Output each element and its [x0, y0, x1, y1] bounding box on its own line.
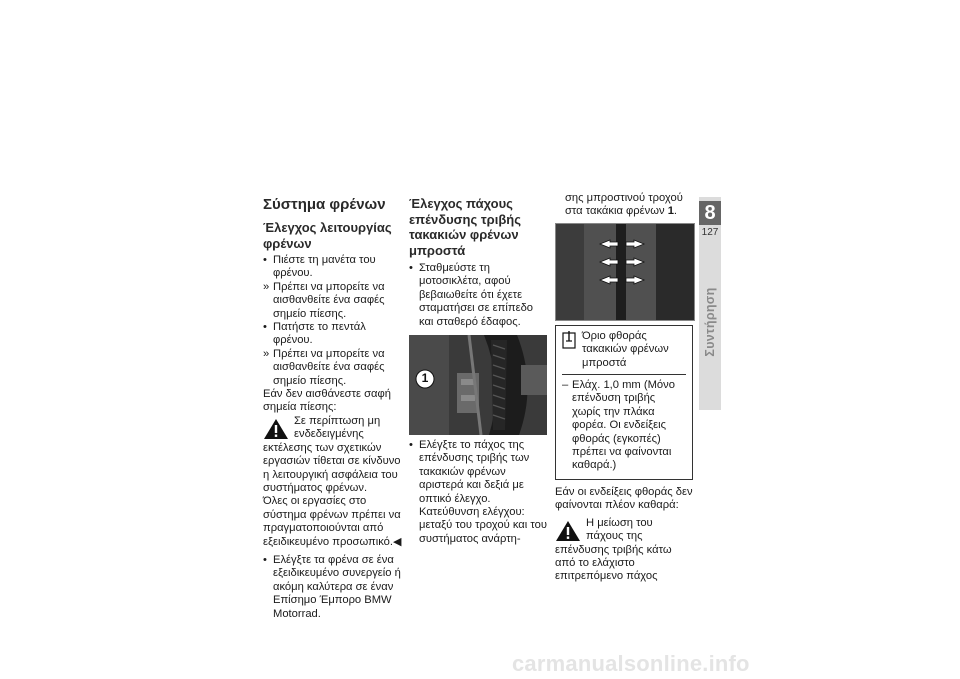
brake-pad-photo	[555, 223, 695, 321]
callout-label: 1	[421, 371, 429, 386]
page-number: 127	[701, 227, 719, 238]
spec-value: – Ελάχ. 1,0 mm (Μόνο επένδυση τριβής χωρίς την πλάκα φορέα. Οι ενδείξεις φθοράς (εγκοπές) πρέπει να φαίνονται καθαρά.)	[562, 379, 675, 472]
list-item: • Ελέγξτε το πάχος της επένδυσης τριβής των τακακιών φρένων αριστερά και δεξιά με οπτικό έλεγχο. Κατεύθυνση ελέγχου: μεταξύ του τροχού και του συστήματος ανάρτη-	[409, 439, 547, 545]
chapter-tab	[699, 197, 721, 410]
warning-icon	[555, 520, 581, 542]
warning-block	[263, 415, 403, 495]
spec-header	[562, 330, 686, 375]
wear-limit-box	[555, 325, 693, 480]
subsection-title: Έλεγχος λειτουργίας φρένων	[263, 220, 392, 251]
middle-column	[409, 196, 549, 546]
section-label: Συντήρηση	[703, 287, 717, 357]
brake-photo	[409, 335, 547, 435]
watermark: carmanualsonline.info	[512, 651, 750, 676]
wrench-spec-icon	[562, 331, 576, 349]
list-item: • Ελέγξτε τα φρένα σε ένα εξειδικευμένο συνεργείο ή ακόμη καλύτερα σε έναν Επίσημο Έμπορο BMW Motorrad.	[263, 553, 401, 620]
section-title: Έλεγχος πάχους επένδυσης τριβής τακακιών φρένων μπροστά	[409, 196, 521, 258]
paragraph: Εάν οι ενδείξεις φθοράς δεν φαίνονται πλέον καθαρά:	[555, 485, 693, 512]
warning-text: Η μείωση του πάχους της επένδυσης τριβής κάτω από το ελάχιστο επιτρεπόμενο πάχος	[555, 516, 672, 583]
section-title: Σύστημα φρένων	[263, 196, 386, 213]
chapter-number: 8	[699, 201, 721, 225]
paragraph: Εάν δεν αισθάνεστε σαφή σημεία πίεσης:	[263, 388, 391, 414]
paragraph: σης μπροστινού τροχού στα τακάκια φρένων 1.	[565, 192, 683, 218]
brake-pad-image	[556, 224, 694, 320]
paragraph: Όλες οι εργασίες στο σύστημα φρένων πρέπει να πραγματοποιούνται από εξειδικευμένο προσωπικό.◀	[263, 495, 402, 548]
spec-title: Όριο φθοράς τακακιών φρένων μπροστά	[582, 329, 669, 369]
list-item: » Πρέπει να μπορείτε να αισθανθείτε ένα σαφές σημείο πίεσης.	[263, 280, 385, 320]
warning-block	[555, 517, 693, 584]
right-column	[555, 192, 693, 584]
list-item: • Σταθμεύστε τη μοτοσικλέτα, αφού βεβαιωθείτε ότι έχετε σταματήσει σε επίπεδο και σταθερό έδαφος.	[409, 262, 534, 328]
left-column	[263, 196, 403, 621]
list-item: • Πατήστε το πεντάλ φρένου.	[263, 321, 366, 347]
list-item: » Πρέπει να μπορείτε να αισθανθείτε ένα σαφές σημείο πίεσης.	[263, 347, 385, 387]
warning-text: Σε περίπτωση μη ενδεδειγμένης εκτέλεσης των σχετικών εργασιών τίθεται σε κίνδυνο η λειτουργική ασφάλεια του συστήματος φρένων.	[263, 414, 401, 494]
warning-icon	[263, 418, 289, 440]
list-item: • Πιέστε τη μανέτα του φρένου.	[263, 254, 376, 280]
